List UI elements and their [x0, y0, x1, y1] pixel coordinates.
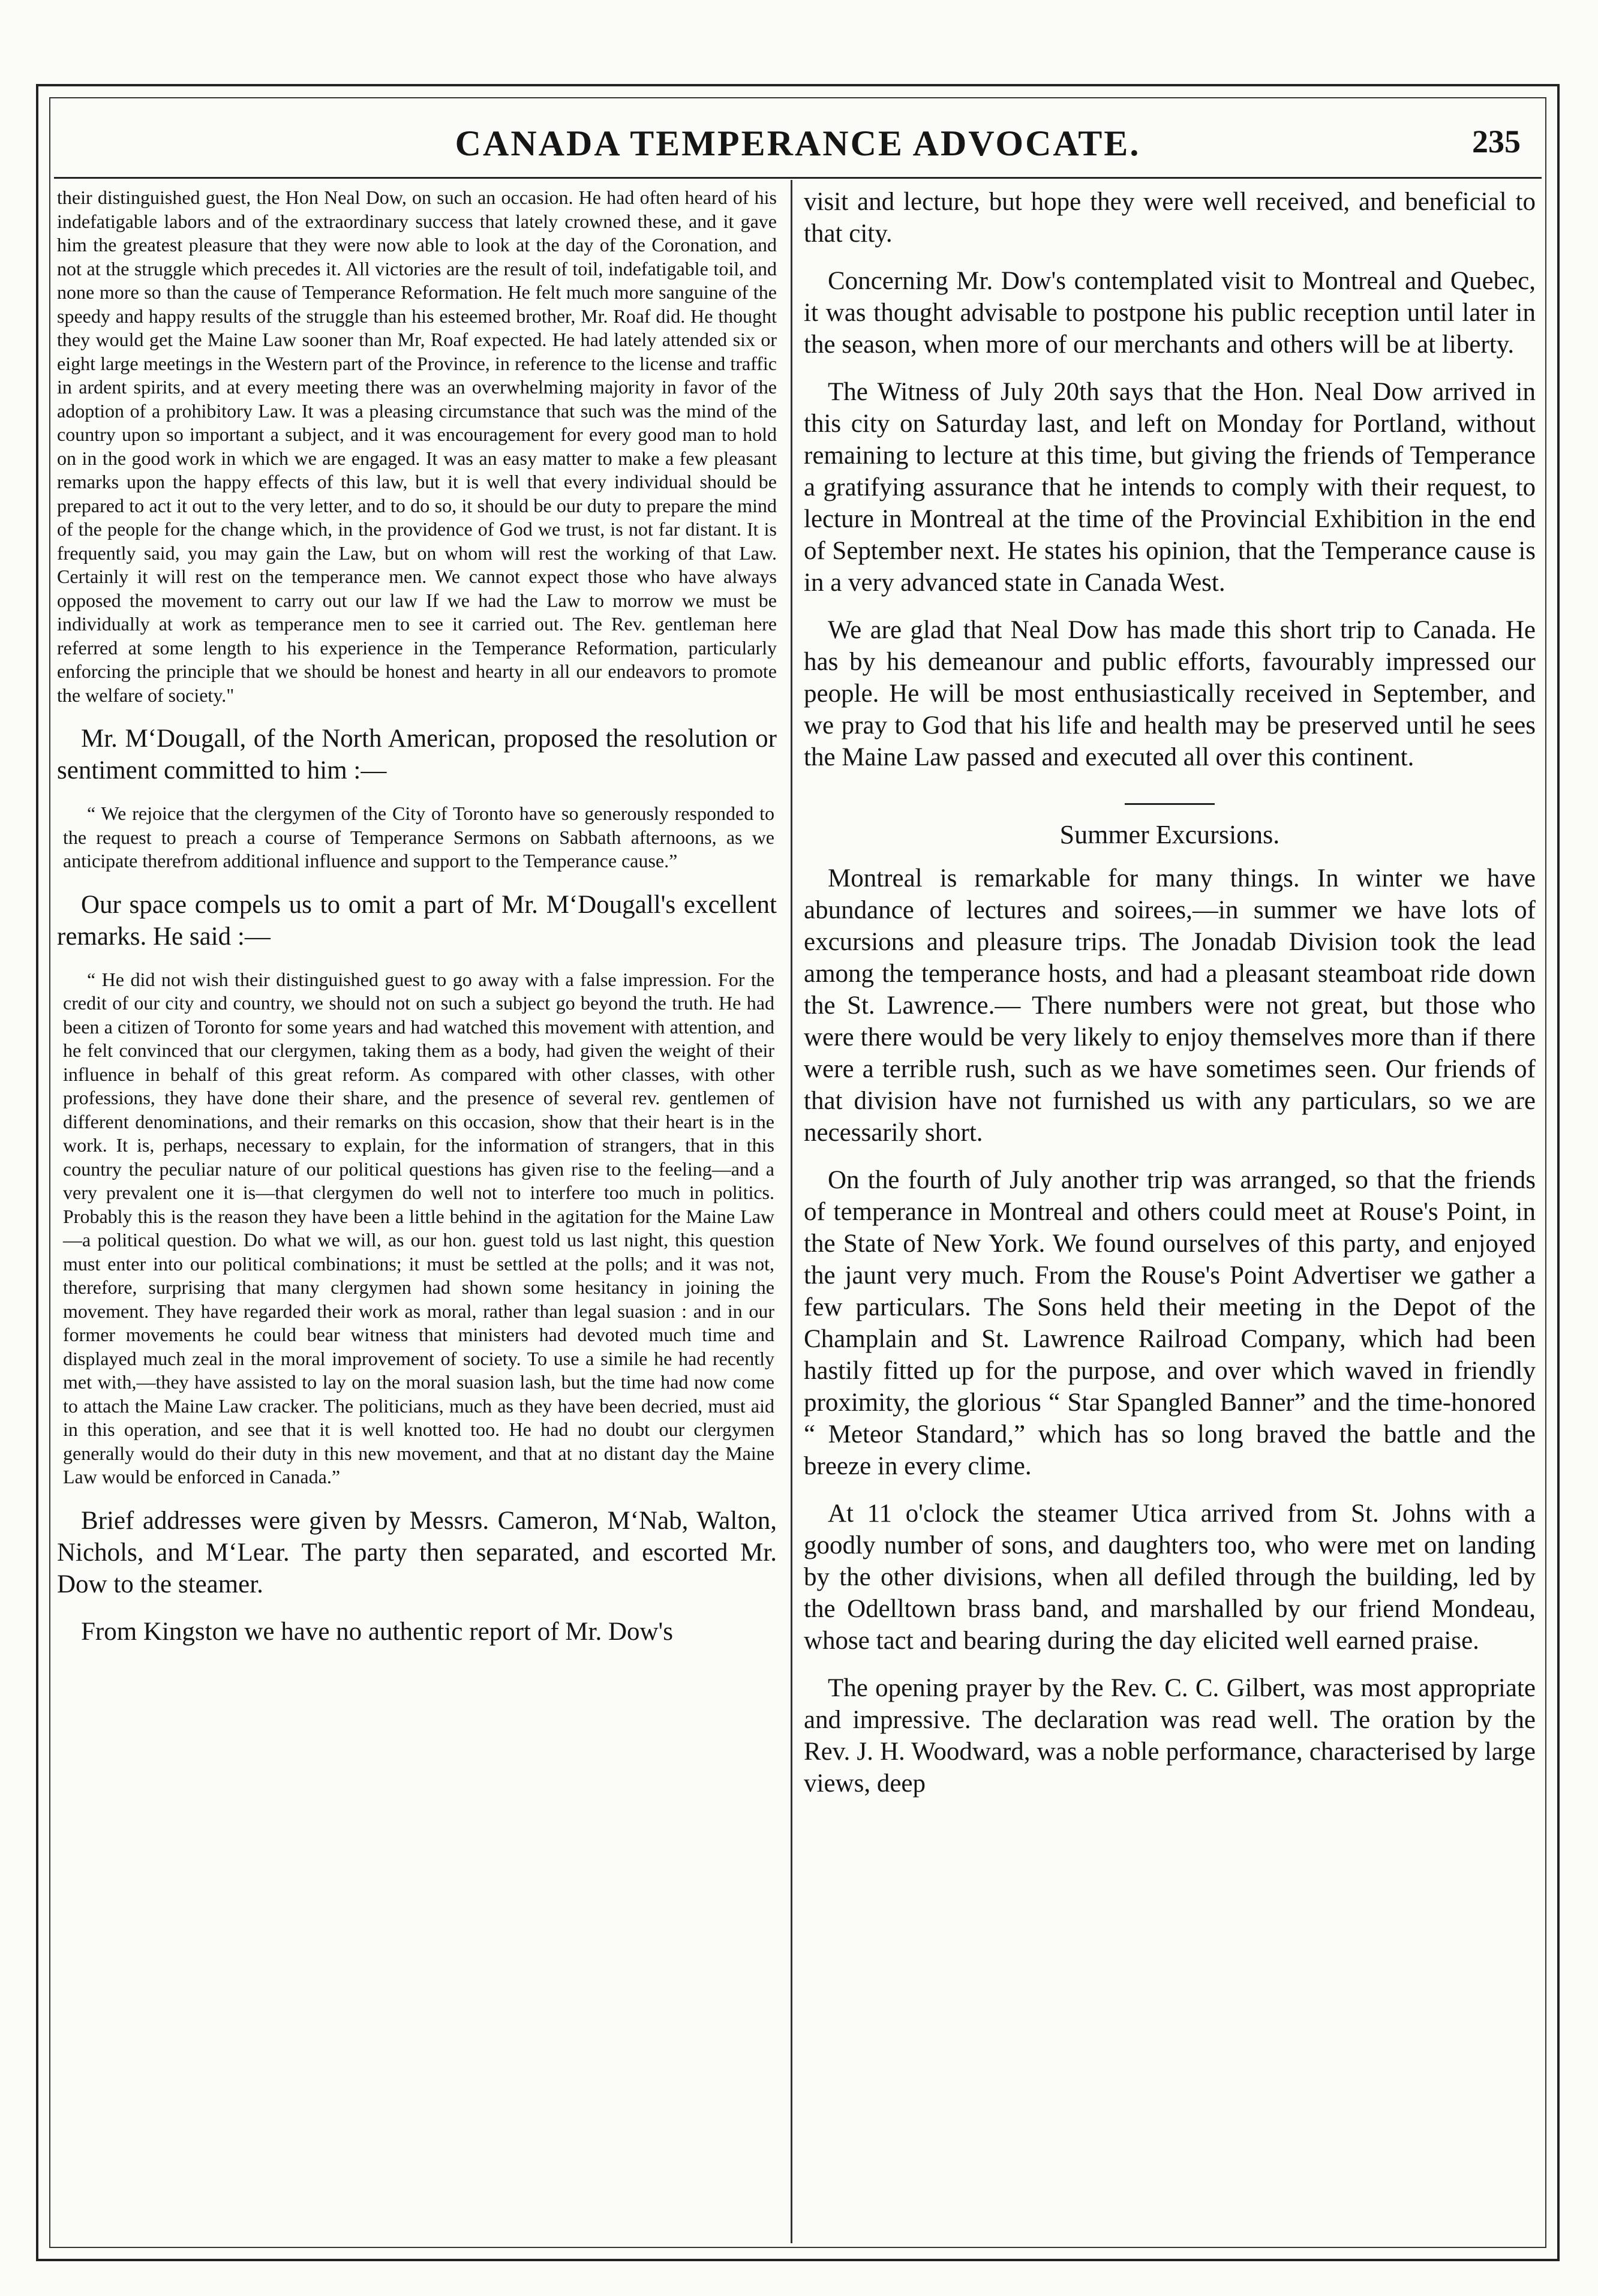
- left-paragraph-6: Brief addresses were given by Messrs. Cameron, M‘Nab, Walton, Nichols, and M‘Lear. The party then separated, and escorted Mr. Dow to the steamer.: [57, 1506, 777, 1598]
- section-rule: [1125, 803, 1215, 805]
- right-paragraph-1: visit and lecture, but hope they were well received, and beneficial to that city.: [804, 188, 1536, 248]
- right-paragraph-6: On the fourth of July another trip was arranged, so that the friends of temperance in Montreal and others could meet at Rouse's Point, in the State of New York. We found ourselves of this party, and enjoyed the jaunt very much. From the Rouse's Point Advertiser we gather a few particulars. The Sons held their meeting in the Depot of the Champlain and St. Lawrence Railroad Company, which had been hastily fitted up for the purpose, and over which waved in friendly proximity, the glorious “ Star Spangled Banner” and the time-honored “ Meteor Standard,” which has so long braved the battle and the breeze in every clime.: [804, 1166, 1536, 1480]
- publication-title: CANADA TEMPERANCE ADVOCATE.: [455, 124, 1141, 163]
- page-header: [54, 117, 1542, 177]
- right-paragraph-7: At 11 o'clock the steamer Utica arrived from St. Johns with a goodly number of sons, and daughters too, who were met on landing by the other divisions, when all defiled through the building, led by the Odelltown brass band, and marshalled by our friend Mondeau, whose tact and bearing during the day elicited well earned praise.: [804, 1499, 1536, 1655]
- header-rule: [54, 177, 1542, 179]
- resolution-quote: “ We rejoice that the clergymen of the City of Toronto have so generously responded to the request to preach a course of Temperance Sermons on Sabbath afternoons, as we anticipate therefrom additional influence and support to the Temperance cause.”: [63, 803, 774, 871]
- mcdougall-quote: “ He did not wish their distinguished guest to go away with a false impression. For the credit of our city and country, we should not on such a subject go beyond the truth. He had been a citizen of Toronto for some years and had watched this movement with attention, and he felt convinced that our clergymen, taking them as a body, had given the weight of their influence in behalf of this great reform. As compared with other classes, with other professions, they have done their share, and the presence of several rev. gentlemen of different denominations, and their remarks on this occasion, show that their heart is in the work. It is, perhaps, necessary to explain, for the information of strangers, that in this country the peculiar nature of our political questions has given rise to the feeling—and a very prevalent one it is—that clergymen do well not to interfere too much in politics. Probably this is the reason they have been a little behind in the agitation for the Maine Law—a political question. Do what we will, as our hon. guest told us last night, this question must enter into our political combinations; it must be settled at the polls; and it was not, therefore, surprising that many clergymen had shown some hesitancy in joining the movement. They have regarded their work as moral, rather than legal suasion : and in our former movements he could bear witness that ministers had devoted much time and displayed much zeal in the moral improvement of society. To use a simile he had recently met with,—they have assisted to lay on the moral suasion lash, but the time had now come to attach the Maine Law cracker. The politicians, much as they have been decried, must aid in this operation, and see that it is well knotted too. He had no doubt our clergymen generally would do their duty in this new movement, and that at no distant day the Maine Law would be enforced in Canada.”: [63, 968, 774, 1487]
- section-title: Summer Excursions.: [1059, 820, 1280, 849]
- left-paragraph-4: Our space compels us to omit a part of Mr. M‘Dougall's excellent remarks. He said :—: [57, 890, 777, 951]
- left-paragraph-2: Mr. M‘Dougall, of the North American, proposed the resolution or sentiment committed to him :—: [57, 725, 777, 785]
- left-paragraph-1: their distinguished guest, the Hon Neal Dow, on such an occasion. He had often heard of his indefatigable labors and of the extraordinary success that lately crowned these, and it gave him the greatest pleasure that they were now able to look at the day of the Coronation, and not at the struggle which precedes it. All victories are the result of toil, indefatigable toil, and none more so than the cause of Temperance Reformation. He felt much more sanguine of the speedy and happy results of the struggle than his esteemed brother, Mr. Roaf did. He thought they would get the Maine Law sooner than Mr, Roaf expected. He had lately attended six or eight large meetings in the Western part of the Province, in reference to the license and traffic in ardent spirits, and at every meeting there was an overwhelming majority in favor of the adoption of a prohibitory Law. It was a pleasing circumstance that such was the mind of the country upon so important a subject, and it was encouragement for every good man to hold on in the good work in which we are engaged. It was an easy matter to make a few pleasant remarks upon the happy effects of this law, but it is well that every individual should be prepared to act it out to the very letter, and to do so, it should be our duty to prepare the mind of the people for the change which, in the providence of God we trust, is not far distant. It is frequently said, you may gain the Law, but on whom will rest the working of that Law. Certainly it will rest on the temperance men. We cannot expect those who have always opposed the movement to carry out our law If we had the Law to morrow we must be individually at work as temperance men to see it carried out. The Rev. gentleman here referred at some length to his experience in the Temperance Reformation, particularly enforcing the principle that we should be honest and hearty in all our endeavors to promote the welfare of society.": [57, 187, 777, 706]
- right-paragraph-8: The opening prayer by the Rev. C. C. Gilbert, was most appropriate and impressive. The declaration was read well. The oration by the Rev. J. H. Woodward, was a noble performance, characterised by large views, deep: [804, 1674, 1536, 1798]
- left-column: [57, 186, 777, 2243]
- right-paragraph-2: Concerning Mr. Dow's contemplated visit to Montreal and Quebec, it was thought advisable to postpone his public reception until later in the season, when more of our merchants and others will be at liberty.: [804, 267, 1536, 359]
- left-paragraph-7: From Kingston we have no authentic report of Mr. Dow's: [81, 1617, 674, 1646]
- right-paragraph-4: We are glad that Neal Dow has made this short trip to Canada. He has by his demeanour and public efforts, favourably impressed our people. He will be most enthusiastically received in September, and we pray to God that his life and health may be preserved until he sees the Maine Law passed and executed all over this continent.: [804, 616, 1536, 771]
- page-number: 235: [1472, 124, 1521, 160]
- right-column: [804, 186, 1536, 2243]
- right-paragraph-5: Montreal is remarkable for many things. In winter we have abundance of lectures and soirees,—in summer we have lots of excursions and pleasure trips. The Jonadab Division took the lead among the temperance hosts, and had a pleasant steamboat ride down the St. Lawrence.— There numbers were not great, but those who were there would be very likely to enjoy themselves more than if there were a terrible rush, such as we have sometimes seen. Our friends of that division have not furnished us with any particulars, so we are necessarily short.: [804, 864, 1536, 1147]
- column-divider: [791, 180, 792, 2243]
- right-paragraph-3: The Witness of July 20th says that the Hon. Neal Dow arrived in this city on Saturday last, and left on Monday for Portland, without remaining to lecture at this time, but giving the friends of Temperance a gratifying assurance that he intends to comply with their request, to lecture in Montreal at the time of the Provincial Exhibition in the end of September next. He states his opinion, that the Temperance cause is in a very advanced state in Canada West.: [804, 378, 1536, 597]
